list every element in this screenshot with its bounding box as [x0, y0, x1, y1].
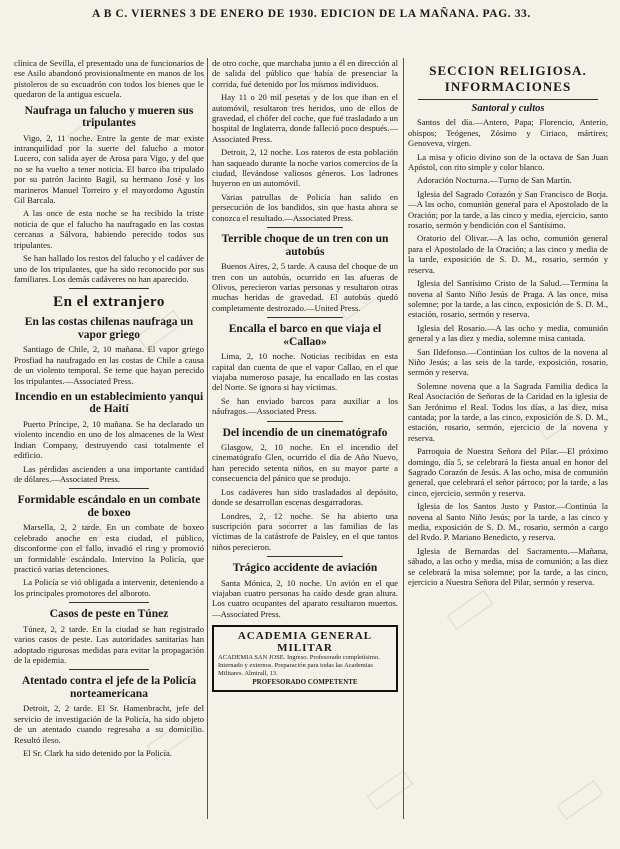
article-paragraph: Iglesia del Rosario.—A las ocho y media, comunión general y a las diez y media, solemne misa cantada. — [408, 322, 608, 344]
article-paragraph: clínica de Sevilla, el presentado una de funcionarios de ese Asilo abandonó provisionalmente en manos de los pistoleros de su escuadrón con todos los bienes que le quedaron de la antigua escuela. — [14, 58, 204, 100]
divider — [69, 288, 149, 289]
article-paragraph: Oratorio del Olivar.—A las ocho, comunión general para el Apostolado de la Oración; a las cinco y media de la tarde, exposición de S. D. M., rosario, sermón y reserva. — [408, 233, 608, 275]
headline-choque-tren: Terrible choque de un tren con un autobús — [221, 233, 389, 258]
article-paragraph: La Policía se vió obligada a intervenir, deteniendo a los principales promotores del alboroto. — [14, 577, 204, 598]
divider — [267, 227, 343, 228]
article-paragraph: Vigo, 2, 11 noche. Entre la gente de mar existe intranquilidad por la suerte del falucho a motor Lucero, con salida ayer de Arosa para Vigo, y del que no se ha vuelto a tener noticia. El barco iba tripulado por su patrón Jacinto Bagil, su hermano José y los marineros Manuel Torreiro y el mayordomo Agustín Gil Barcala. — [14, 132, 204, 206]
article-paragraph: Se han enviado barcos para auxiliar a los náufragos.—Associated Press. — [212, 395, 398, 417]
column-3 — [408, 58, 608, 825]
article-paragraph: Iglesia del Santísimo Cristo de la Salud.—Termina la novena al Santo Niño Jesús de Praga. A las once, misa solemne; por la tarde, a las cinco, exposición de S. D. M., estación, rosario, sermón y reserva. — [408, 278, 608, 320]
column-rule-2 — [403, 58, 404, 819]
article-paragraph: Detroit, 2, 2 tarde. El Sr. Hamenbracht, jefe del servicio de investigación de la Policía, ha sido objeto de un atentado cuando regresaba a su domicilio. Resultó ileso. — [14, 703, 204, 745]
article-paragraph: Puerto Príncipe, 2, 10 mañana. Se ha declarado un violento incendio en uno de los almacenes de la West Indian Company, destruyendo casi totalmente el edificio. — [14, 418, 204, 461]
ad-text: ACADEMIA SAN JOSE. Ingreso. Profesorado completísimo. Internado y externos. Preparación para todas las Academias Militares. Almirall, 13. — [218, 654, 380, 678]
running-head: A B C. VIERNES 3 DE ENERO DE 1930. EDICION DE LA MAÑANA. PAG. 33. — [92, 8, 531, 20]
column-1 — [14, 58, 204, 825]
headline-callao: Encalla el barco en que viaja el «Callao» — [228, 323, 382, 348]
article-paragraph: Marsella, 2, 2 tarde. En un combate de boxeo celebrado anoche en esta ciudad, el público, disconforme con el fallo, invadió el ring y promovió un formidable escándalo. Intervino la Policía, que practicó varias detenciones. — [14, 522, 204, 574]
article-paragraph: Túnez, 2, 2 tarde. En la ciudad se han registrado varios casos de peste. Las autoridades sanitarias han adoptado rigurosas medidas para evitar la propagación de la epidemia. — [14, 623, 204, 665]
article-paragraph: Adoración Nocturna.—Turno de San Martín. — [417, 175, 572, 186]
article-paragraph: Iglesia de Bernardas del Sacramento.—Mañana, sábado, a las ocho y media, misa de comunión; a las diez se celebrará la misa solemne; por la tarde, a las cinco, ejercicio a Nuestra Señora del Pilar, sermón y reserva. — [408, 545, 608, 588]
divider — [267, 317, 343, 318]
divider — [267, 421, 343, 422]
section-title-extranjero: En el extranjero — [53, 294, 165, 311]
article-paragraph: Detroit, 2, 12 noche. Los rateros de esta población han saqueado durante la noche varios comercios de la ciudad, llevándose valiosos géneros. Los ladrones huyeron en un automóvil. — [212, 147, 398, 189]
ad-title: ACADEMIA GENERAL MILITAR — [237, 630, 373, 655]
divider — [69, 488, 149, 489]
headline-aviacion: Trágico accidente de aviación — [232, 562, 378, 575]
subsection-santoral: Santoral y cultos — [471, 103, 545, 114]
article-paragraph: Solemne novena que a la Sagrada Familia dedica la Real Asociación de Señoras de la Caridad en la iglesia de San Jerónimo el Real. Todos los días, a las diez, misa cantada; por la tarde, a las cinco, exposición de S. D. M., estación, rosario, sermón, ejercicio de la novena y reserva. — [408, 380, 608, 443]
article-paragraph: Iglesia de los Santos Justo y Pastor.—Continúa la novena al Santo Niño Jesús; por la tarde, a las cinco y media, exposición de S. D. M., rosario, sermón a cargo del Rvdo. P. Mariano Benedicto, y reserva. — [408, 501, 608, 543]
article-paragraph: Buenos Aires, 2, 5 tarde. A causa del choque de un tren con un autobús, ocurrido en las afueras de Olivos, perecieron varias personas y resultaron otras muchas heridas de gravedad. El autobús quedó completamente destrozado.—United Press. — [212, 261, 398, 313]
article-paragraph: El Sr. Clark ha sido detenido por la Policía. — [23, 747, 172, 758]
divider — [267, 556, 343, 557]
article-paragraph: Se han hallado los restos del falucho y el cadáver de uno de los tripulantes, que ha sido reconocido por sus familiares. Los demás cadáveres no han aparecido. — [14, 253, 204, 284]
column-2 — [212, 58, 398, 825]
article-paragraph: Hay 11 o 20 mil pesetas y de los que iban en el automóvil, resultaron tres heridos, uno de ellos de gravedad, el chófer del coche, que fué trasladado a un hospital de Inglaterra, donde falleció poco después.—Associated Press. — [212, 92, 398, 144]
article-paragraph: Santos del día.—Antero, Papa; Florencio, Anterio, obispos; Teógenes, Zósimo y Ciriaco, mártires; Genoveva, virgen. — [408, 117, 608, 149]
ad-subtitle: PROFESORADO COMPETENTE — [252, 678, 358, 687]
article-paragraph: Santiago de Chile, 2, 10 mañana. El vapor griego Prosfiad ha naufragado en las costas de Chile a causa de un violento temporal. Se teme que hayan perecido los tripulantes.—Associated Press. — [14, 344, 204, 386]
article-paragraph: San Ildefonso.—Continúan los cultos de la novena al Niño Jesús; a las seis de la tarde, exposición, rosario, sermón y reserva. — [408, 346, 608, 378]
article-paragraph: Santa Mónica, 2, 10 noche. Un avión en el que viajaban cuatro personas ha caído desde gran altura. Los cuatro ocupantes del aparato resultaron muertos.—Associated Press. — [212, 577, 398, 619]
divider — [69, 602, 149, 603]
article-paragraph: La misa y oficio divino son de la octava de San Juan Apóstol, con rito simple y color blanco. — [408, 151, 608, 173]
headline-falucho: Naufraga un falucho y mueren sus tripulantes — [24, 104, 194, 130]
headline-atentado: Atentado contra el jefe de la Policía norteamericana — [21, 675, 197, 700]
headline-peste-tunez: Casos de peste en Túnez — [49, 608, 169, 621]
article-paragraph: Londres, 2, 12 noche. Se ha abierto una suscripción para socorrer a las familias de las víctimas de la catástrofe de Paisley, en el que tantos niños perecieron. — [212, 510, 398, 552]
section-title-religiosa: SECCION RELIGIOSA. INFORMACIONES — [429, 63, 587, 94]
headline-cinematografo: Del incendio de un cinematógrafo — [222, 426, 388, 439]
advertisement-academia — [212, 625, 398, 692]
article-paragraph: A las once de esta noche se ha recibido la triste noticia de que el falucho ha naufragado en las costas cercanas a Sálvora, habiendo perecido todos sus tripulantes. — [14, 208, 204, 250]
divider — [418, 99, 598, 100]
headline-incendio-haiti: Incendio en un establecimiento yanqui de Haití — [14, 390, 204, 416]
article-paragraph: Lima, 2, 10 noche. Noticias recibidas en esta capital dan cuenta de que el vapor Callao, en el que viajaba numeroso pasaje, ha encallado en las costas del Norte. Se ignora si hay víctimas. — [212, 351, 398, 393]
column-rule-1 — [207, 58, 208, 819]
headline-vapor-griego: En las costas chilenas naufraga un vapor griego — [24, 316, 194, 341]
divider — [69, 669, 149, 670]
article-paragraph: de otro coche, que marchaba junto a él en dirección al de salida del público que había de presenciar la corrida, fué detenido por los mismos individuos. — [212, 58, 398, 89]
article-paragraph: Los cadáveres han sido trasladados al depósito, donde se desarrollan escenas desgarradoras. — [212, 486, 398, 508]
headline-boxeo: Formidable escándalo en un combate de boxeo — [17, 494, 201, 519]
article-paragraph: Glasgow, 2, 10 noche. En el incendio del cinematógrafo Glen, ocurrido el día de Año Nuevo, han perecido setenta niños, en su mayor parte a consecuencia del pánico que se produjo. — [212, 442, 398, 484]
article-paragraph: Parroquia de Nuestra Señora del Pilar.—El próximo domingo, día 5, se celebrará la fiesta anual en honor del Sagrado Corazón de Jesús. A las ocho, misa de comunión general, que celebrará el señor párroco; por la tarde, a las cinco, ejercicio, sermón y reserva. — [408, 446, 608, 498]
article-paragraph: Varias patrullas de Policía han salido en persecución de los bandidos, sin que hasta ahora se conozca el resultado.—Associated Press. — [212, 191, 398, 223]
article-paragraph: Las pérdidas ascienden a una importante cantidad de dólares.—Associated Press. — [14, 463, 204, 484]
article-paragraph: Iglesia del Sagrado Corazón y San Francisco de Borja.—A las ocho, comunión general para el Apostolado de la Oración; por la tarde, a las cinco y media, ejercicio, santo rosario, sermón y bendición con el Santísimo. — [408, 188, 608, 231]
